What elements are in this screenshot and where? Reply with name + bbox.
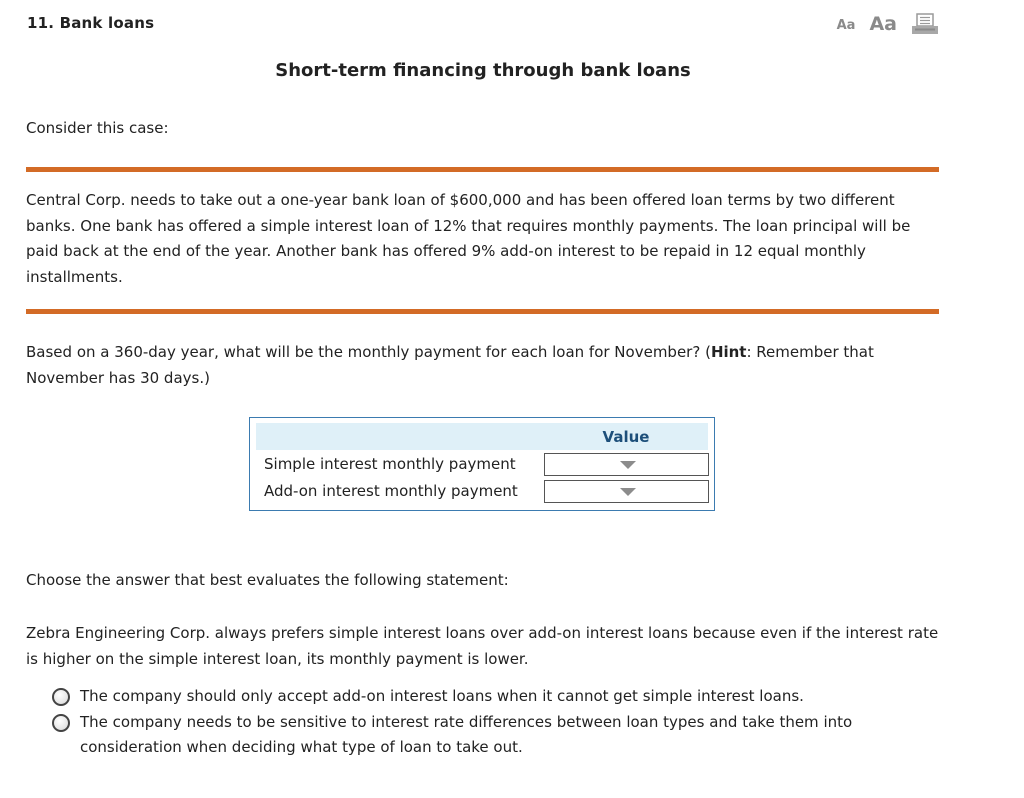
question-prompt — [26, 340, 941, 391]
dropdown-arrow-icon — [620, 461, 636, 469]
simple-interest-dropdown[interactable] — [544, 453, 709, 476]
simple-interest-label: Simple interest monthly payment — [264, 455, 516, 473]
radio-button[interactable] — [52, 714, 70, 732]
page-heading: Short-term financing through bank loans — [275, 60, 691, 81]
choose-instruction: Choose the answer that best evaluates the following statement: — [26, 571, 509, 589]
radio-button[interactable] — [52, 688, 70, 706]
answer-option[interactable] — [50, 710, 930, 761]
add-on-interest-label: Add-on interest monthly payment — [264, 482, 518, 500]
answer-option[interactable] — [50, 684, 930, 710]
dropdown-arrow-icon — [620, 488, 636, 496]
answer-option-text: The company needs to be sensitive to interest rate differences between loan types and take them into consideration when deciding what type of loan to take out. — [80, 712, 853, 756]
prompt-text: Based on a 360-day year, what will be the monthly payment for each loan for November? ( — [26, 343, 711, 361]
print-button[interactable] — [911, 13, 939, 36]
consider-label: Consider this case: — [26, 119, 169, 137]
value-column-header: Value — [602, 428, 650, 446]
case-divider-bottom — [26, 309, 939, 314]
add-on-interest-dropdown[interactable] — [544, 480, 709, 503]
print-icon — [911, 13, 939, 35]
increase-font-button[interactable]: Aa — [869, 13, 897, 35]
question-title: 11. Bank loans — [27, 14, 155, 32]
value-table — [249, 417, 715, 511]
decrease-font-button[interactable]: Aa — [836, 18, 856, 33]
case-description: Central Corp. needs to take out a one-year bank loan of $600,000 and has been offered loan terms by two different banks. One bank has offered a simple interest loan of 12% that requires monthly payments. The loan principal will be paid back at the end of the year. Another bank has offered 9% add-on interest to be repaid in 12 equal monthly installments. — [26, 191, 911, 286]
case-divider-top — [26, 167, 939, 172]
hint-text: : Remember that November has 30 days.) — [26, 343, 874, 387]
hint-label: Hint — [710, 343, 747, 361]
statement-text: Zebra Engineering Corp. always prefers simple interest loans over add-on interest loans because even if the interest rate is higher on the simple interest loan, its monthly payment is lower. — [26, 624, 939, 668]
answer-options — [50, 684, 930, 761]
toolbar — [837, 12, 939, 36]
answer-option-text: The company should only accept add-on interest loans when it cannot get simple interest loans. — [80, 687, 804, 705]
